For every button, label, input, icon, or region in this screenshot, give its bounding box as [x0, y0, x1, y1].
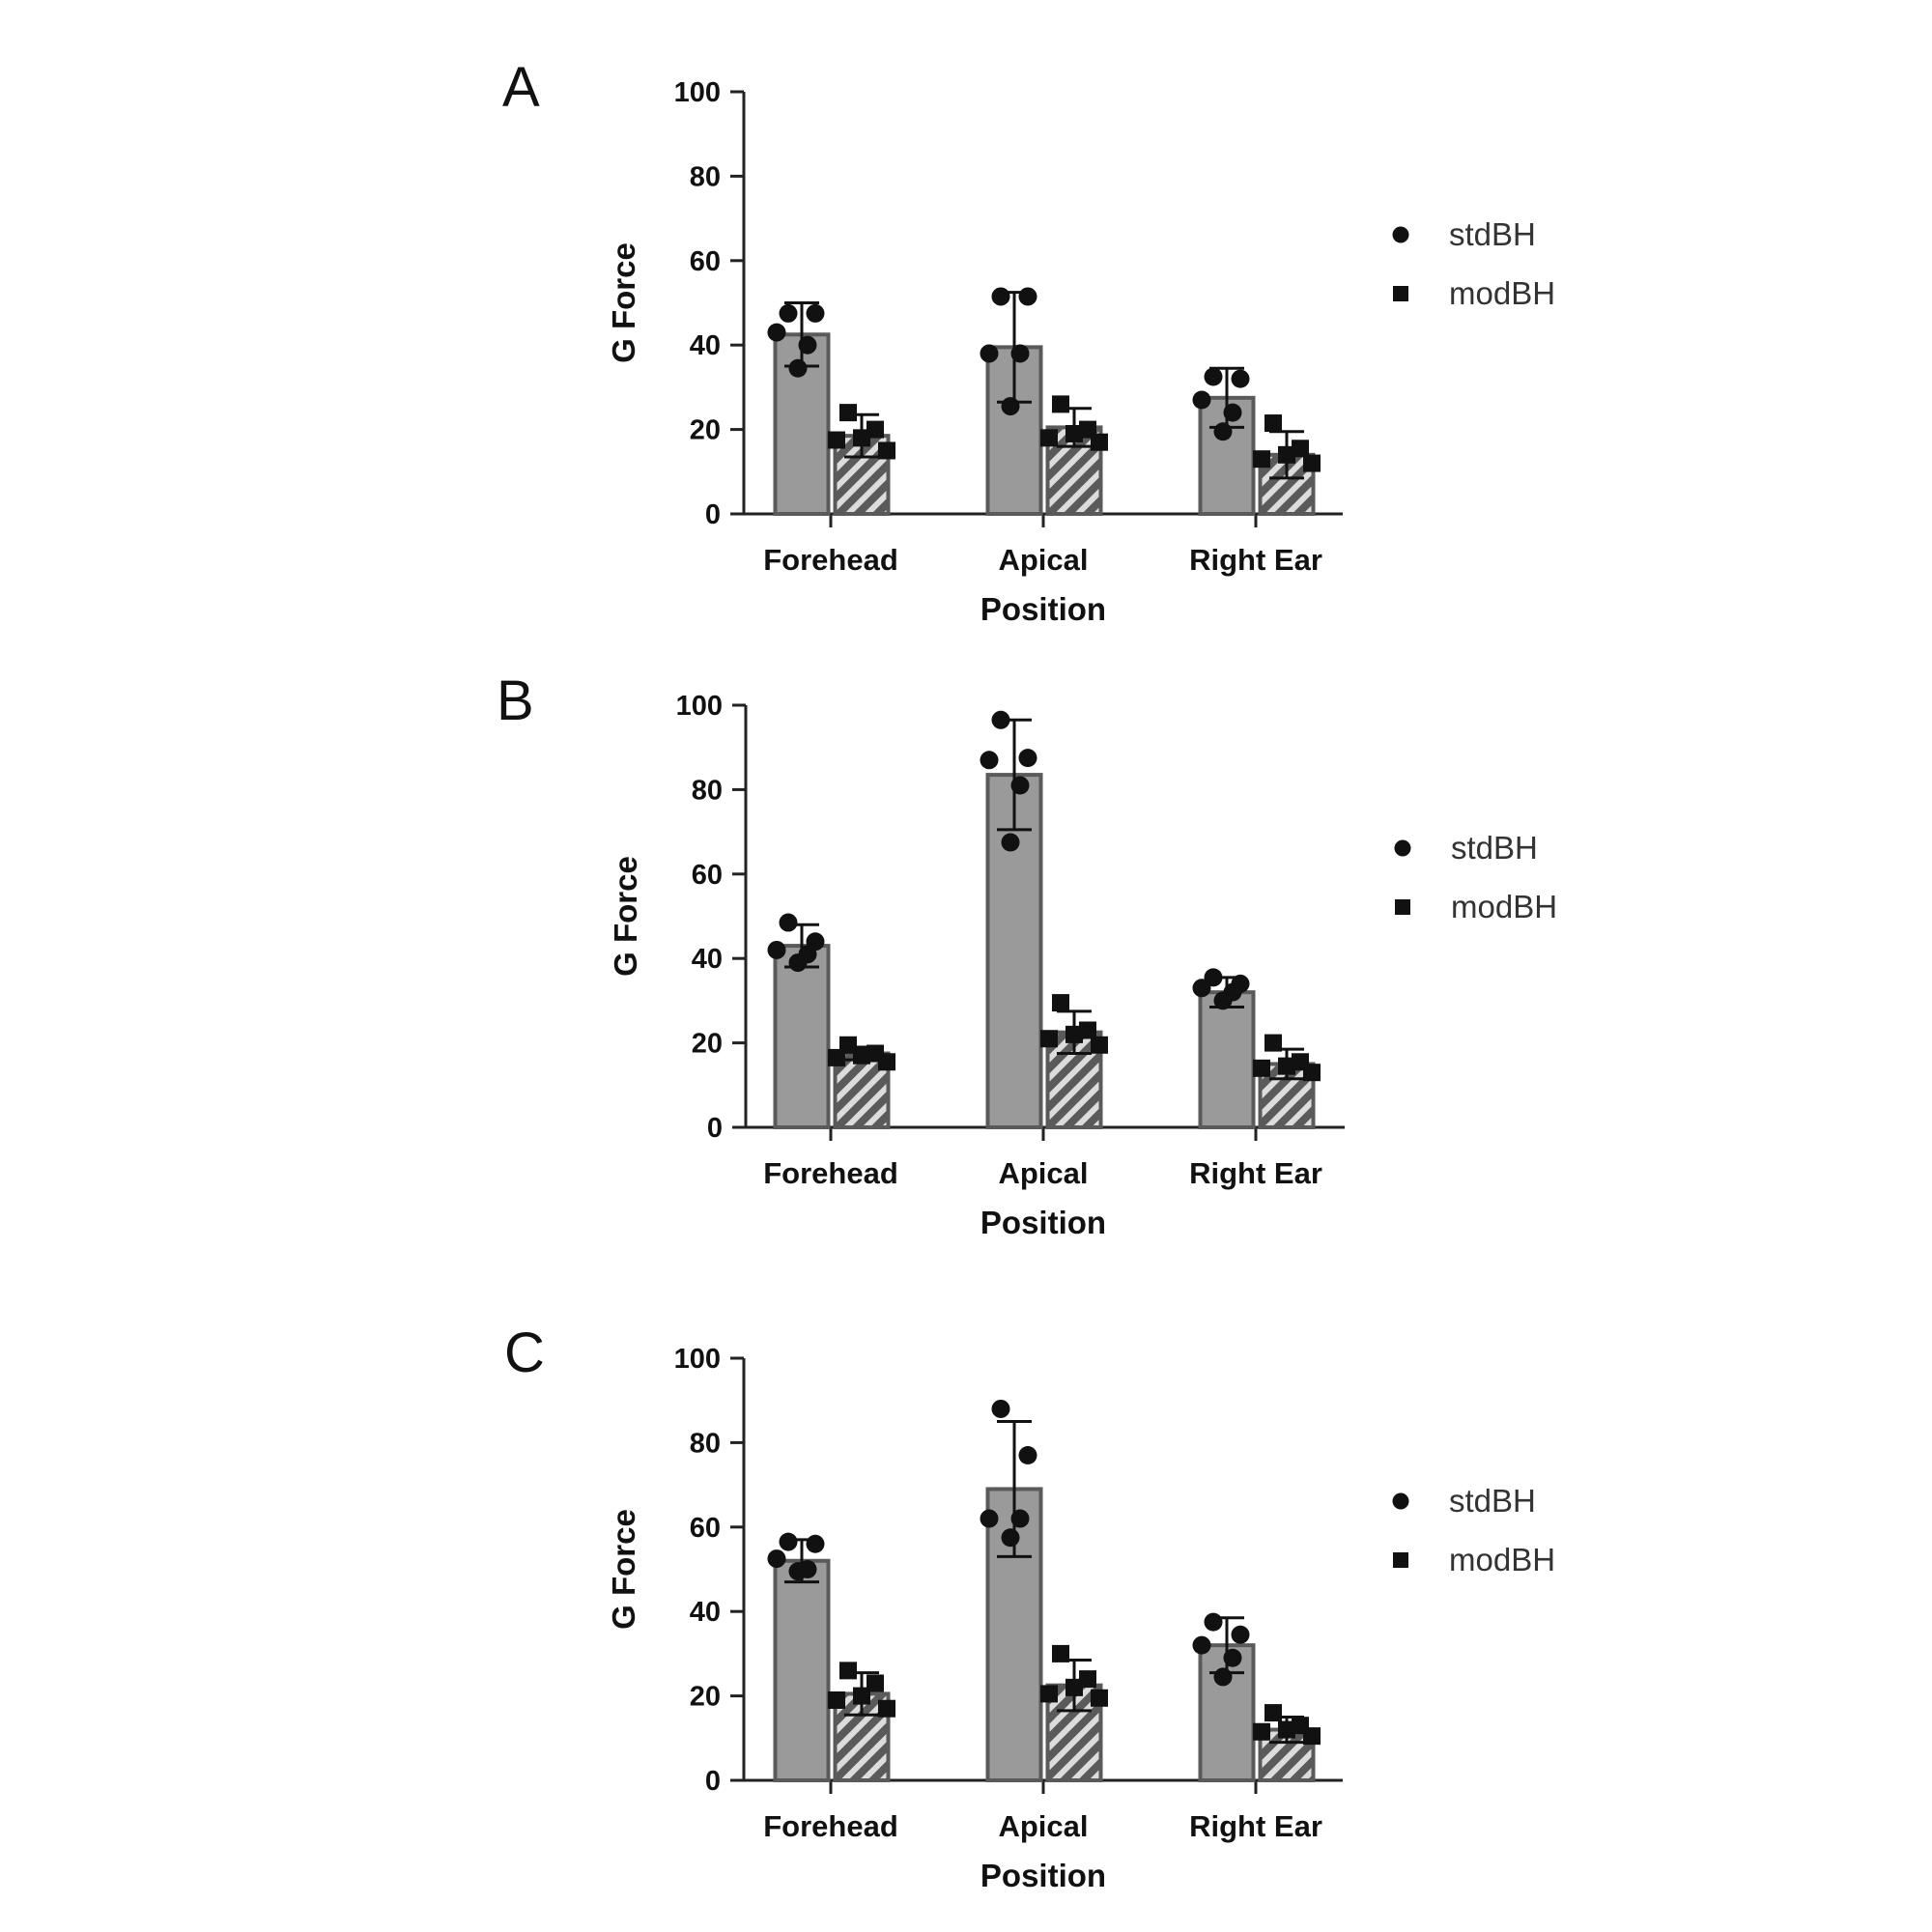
data-point-modBH	[1264, 1035, 1282, 1052]
x-tick-label: Apical	[998, 543, 1089, 577]
legend-marker-stdBH	[1393, 1493, 1409, 1510]
data-point-stdBH	[1019, 749, 1037, 767]
data-point-modBH	[1052, 395, 1069, 412]
data-point-stdBH	[768, 941, 786, 959]
data-point-stdBH	[1214, 991, 1233, 1009]
legend-label-modBH: modBH	[1451, 889, 1558, 924]
legend-label-modBH: modBH	[1449, 275, 1556, 311]
data-point-stdBH	[1232, 370, 1250, 388]
x-axis-title: Position	[980, 591, 1107, 627]
data-point-stdBH	[1205, 367, 1223, 385]
y-tick-label: 100	[675, 691, 723, 722]
y-tick-label: 0	[704, 1766, 721, 1797]
y-tick-label: 80	[689, 1428, 721, 1460]
y-tick-label: 20	[689, 414, 721, 446]
data-point-modBH	[878, 1700, 895, 1718]
data-point-modBH	[1303, 1064, 1321, 1081]
x-tick-label: Apical	[998, 1156, 1089, 1190]
legend-label-modBH: modBH	[1449, 1542, 1556, 1577]
y-axis-title: G Force	[606, 1509, 641, 1630]
legend-marker-modBH	[1393, 1552, 1408, 1568]
data-point-stdBH	[1019, 1446, 1037, 1464]
data-point-modBH	[1264, 1704, 1282, 1721]
data-point-modBH	[828, 1049, 845, 1066]
data-point-modBH	[1052, 1645, 1069, 1662]
data-point-modBH	[1091, 434, 1108, 451]
data-point-modBH	[1091, 1037, 1108, 1054]
data-point-stdBH	[1224, 404, 1242, 422]
data-point-stdBH	[768, 324, 786, 342]
data-point-stdBH	[980, 751, 999, 769]
y-tick-label: 0	[704, 499, 721, 530]
y-tick-label: 40	[689, 1597, 721, 1629]
data-point-modBH	[1278, 1721, 1295, 1739]
data-point-stdBH	[992, 1400, 1010, 1418]
y-tick-label: 60	[689, 245, 721, 277]
legend-marker-modBH	[1395, 899, 1410, 915]
data-point-modBH	[839, 1662, 857, 1679]
data-point-modBH	[1040, 429, 1058, 446]
data-point-modBH	[853, 1047, 870, 1065]
data-point-modBH	[1303, 1727, 1321, 1745]
y-tick-label: 20	[691, 1028, 723, 1060]
data-point-modBH	[839, 404, 857, 421]
bar-stdBH-right-ear	[1201, 992, 1254, 1127]
data-point-stdBH	[1193, 391, 1211, 410]
data-point-stdBH	[992, 711, 1010, 729]
data-point-stdBH	[1193, 979, 1211, 997]
data-point-stdBH	[807, 304, 825, 323]
data-point-stdBH	[1214, 422, 1233, 440]
y-axis-title: G Force	[608, 856, 643, 977]
data-point-stdBH	[1205, 1613, 1223, 1632]
data-point-stdBH	[980, 1510, 999, 1528]
data-point-modBH	[853, 1688, 870, 1705]
data-point-stdBH	[1224, 1649, 1242, 1667]
data-point-stdBH	[1193, 1636, 1211, 1655]
data-point-modBH	[1278, 1058, 1295, 1075]
data-point-modBH	[1264, 414, 1282, 432]
y-tick-label: 20	[689, 1681, 721, 1713]
data-point-modBH	[1253, 1723, 1270, 1741]
y-tick-label: 60	[689, 1512, 721, 1544]
data-point-stdBH	[780, 1533, 798, 1551]
data-point-stdBH	[768, 1549, 786, 1568]
data-point-modBH	[1253, 1060, 1270, 1077]
data-point-stdBH	[992, 287, 1010, 305]
y-tick-label: 60	[691, 859, 723, 891]
chart-panel-a	[502, 56, 1555, 627]
data-point-modBH	[1052, 994, 1069, 1011]
y-axis-title: G Force	[606, 242, 641, 363]
x-axis-title: Position	[980, 1205, 1107, 1240]
y-tick-label: 80	[691, 775, 723, 807]
x-tick-label: Forehead	[763, 1156, 898, 1190]
y-tick-label: 80	[689, 161, 721, 193]
data-point-stdBH	[1019, 287, 1037, 305]
x-axis-title: Position	[980, 1858, 1107, 1893]
chart-panel-b	[497, 669, 1557, 1240]
data-point-stdBH	[789, 359, 808, 378]
panel-label: B	[497, 669, 534, 732]
data-point-stdBH	[980, 344, 999, 362]
data-point-modBH	[1065, 1679, 1083, 1696]
data-point-modBH	[1278, 446, 1295, 464]
data-point-stdBH	[1011, 777, 1030, 795]
data-point-modBH	[828, 432, 845, 449]
chart-panel-c	[504, 1321, 1555, 1893]
data-point-stdBH	[1214, 1667, 1233, 1686]
data-point-stdBH	[1002, 397, 1020, 415]
bar-stdBH-forehead	[776, 1561, 829, 1780]
data-point-modBH	[1040, 1685, 1058, 1702]
y-tick-label: 0	[706, 1113, 723, 1144]
data-point-stdBH	[780, 914, 798, 932]
data-point-modBH	[1065, 425, 1083, 442]
data-point-modBH	[853, 429, 870, 446]
data-point-modBH	[878, 1053, 895, 1070]
x-tick-label: Right Ear	[1189, 1156, 1322, 1190]
panel-label: A	[502, 56, 540, 119]
data-point-stdBH	[1002, 834, 1020, 852]
y-tick-label: 40	[689, 330, 721, 362]
data-point-stdBH	[1002, 1528, 1020, 1547]
legend-marker-modBH	[1393, 286, 1408, 301]
x-tick-label: Apical	[998, 1809, 1089, 1843]
data-point-modBH	[878, 441, 895, 459]
data-point-stdBH	[789, 1562, 808, 1580]
data-point-stdBH	[780, 304, 798, 323]
data-point-modBH	[1091, 1690, 1108, 1707]
data-point-stdBH	[789, 953, 808, 972]
data-point-modBH	[828, 1691, 845, 1709]
data-point-modBH	[1303, 455, 1321, 472]
data-point-modBH	[1253, 450, 1270, 468]
panel-label: C	[504, 1321, 545, 1384]
data-point-stdBH	[807, 1535, 825, 1553]
x-tick-label: Right Ear	[1189, 543, 1322, 577]
x-tick-label: Right Ear	[1189, 1809, 1322, 1843]
data-point-stdBH	[1011, 344, 1030, 362]
legend-label-stdBH: stdBH	[1451, 830, 1538, 866]
bar-stdBH-forehead	[776, 946, 829, 1127]
y-tick-label: 100	[673, 77, 721, 108]
legend-marker-stdBH	[1393, 227, 1409, 243]
data-point-modBH	[1065, 1026, 1083, 1043]
y-tick-label: 100	[673, 1344, 721, 1375]
x-tick-label: Forehead	[763, 543, 898, 577]
x-tick-label: Forehead	[763, 1809, 898, 1843]
data-point-stdBH	[799, 336, 817, 355]
legend-label-stdBH: stdBH	[1449, 216, 1536, 252]
legend-label-stdBH: stdBH	[1449, 1483, 1536, 1519]
data-point-stdBH	[1232, 1626, 1250, 1644]
data-point-modBH	[1040, 1030, 1058, 1047]
y-tick-label: 40	[691, 944, 723, 976]
data-point-stdBH	[1011, 1510, 1030, 1528]
legend-marker-stdBH	[1395, 840, 1411, 857]
